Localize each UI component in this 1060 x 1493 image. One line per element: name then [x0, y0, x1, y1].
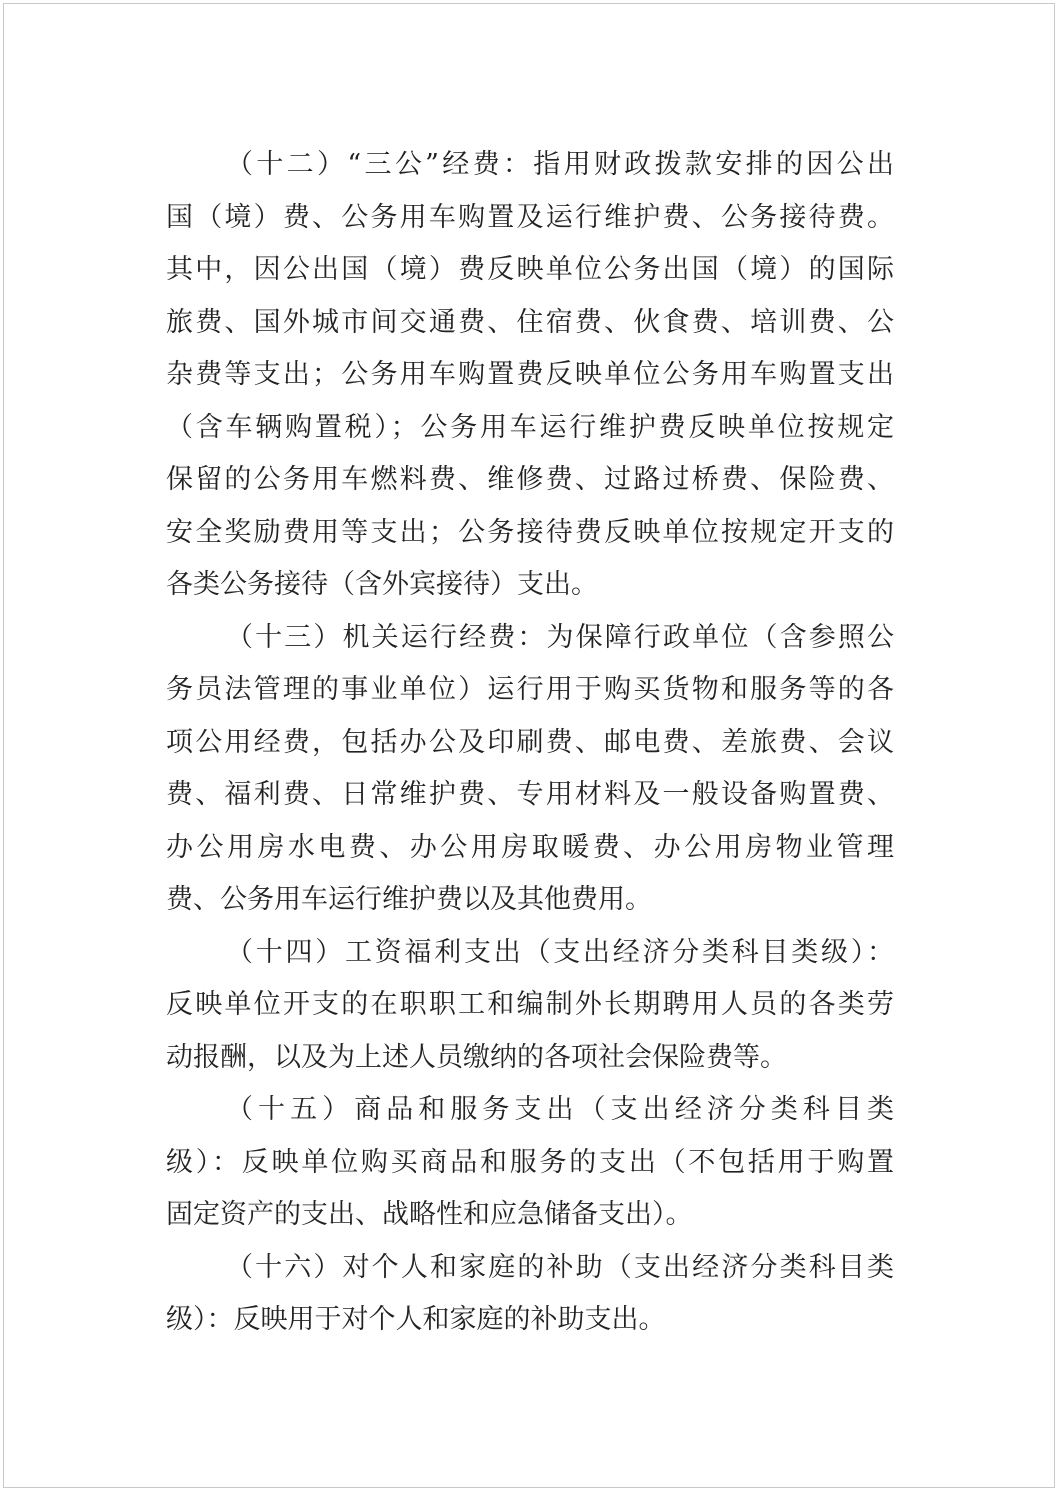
text-line: 动报酬，以及为上述人员缴纳的各项社会保险费等。	[166, 1041, 787, 1073]
text-line: 国（境）费、公务用车购置及运行维护费、公务接待费。	[166, 201, 894, 233]
text-line: （十三）机关运行经费：为保障行政单位（含参照公	[226, 621, 894, 653]
paragraph-12	[166, 139, 894, 612]
paragraph-13	[166, 612, 894, 927]
text-line: 各类公务接待（含外宾接待）支出。	[166, 569, 598, 600]
text-line: 费、公务用车运行维护费以及其他费用。	[166, 884, 652, 915]
text-line: 级）：反映单位购买商品和服务的支出（不包括用于购置	[166, 1146, 894, 1178]
paragraph-16	[166, 1242, 894, 1347]
text-line: 办公用房水电费、办公用房取暖费、办公用房物业管理	[166, 831, 894, 863]
text-line: （十四）工资福利支出（支出经济分类科目类级）：	[226, 936, 894, 968]
text-line: 务员法管理的事业单位）运行用于购买货物和服务等的各	[166, 674, 894, 705]
paragraph-14	[166, 927, 894, 1085]
text-line: 项公用经费，包括办公及印刷费、邮电费、差旅费、会议	[166, 726, 894, 758]
text-line: 安全奖励费用等支出；公务接待费反映单位按规定开支的	[166, 516, 894, 548]
text-line: 旅费、国外城市间交通费、住宿费、伙食费、培训费、公	[166, 306, 894, 338]
text-line: 固定资产的支出、战略性和应急储备支出）。	[166, 1199, 693, 1230]
text-line: （十二）“三公”经费：指用财政拨款安排的因公出	[226, 149, 894, 180]
text-line: 费、福利费、日常维护费、专用材料及一般设备购置费、	[166, 779, 894, 810]
text-line: 级）：反映用于对个人和家庭的补助支出。	[166, 1304, 666, 1335]
text-line: 杂费等支出；公务用车购置费反映单位公务用车购置支出	[166, 359, 894, 390]
text-line: （十五）商品和服务支出（支出经济分类科目类	[226, 1094, 894, 1125]
text-line: 保留的公务用车燃料费、维修费、过路过桥费、保险费、	[166, 464, 894, 495]
paragraph-15	[166, 1084, 894, 1242]
text-line: （含车辆购置税）；公务用车运行维护费反映单位按规定	[166, 411, 894, 443]
text-line: 反映单位开支的在职职工和编制外长期聘用人员的各类劳	[166, 989, 894, 1020]
text-line: （十六）对个人和家庭的补助（支出经济分类科目类	[226, 1251, 894, 1283]
document-body	[166, 139, 894, 1347]
text-line: 其中，因公出国（境）费反映单位公务出国（境）的国际	[166, 254, 894, 285]
